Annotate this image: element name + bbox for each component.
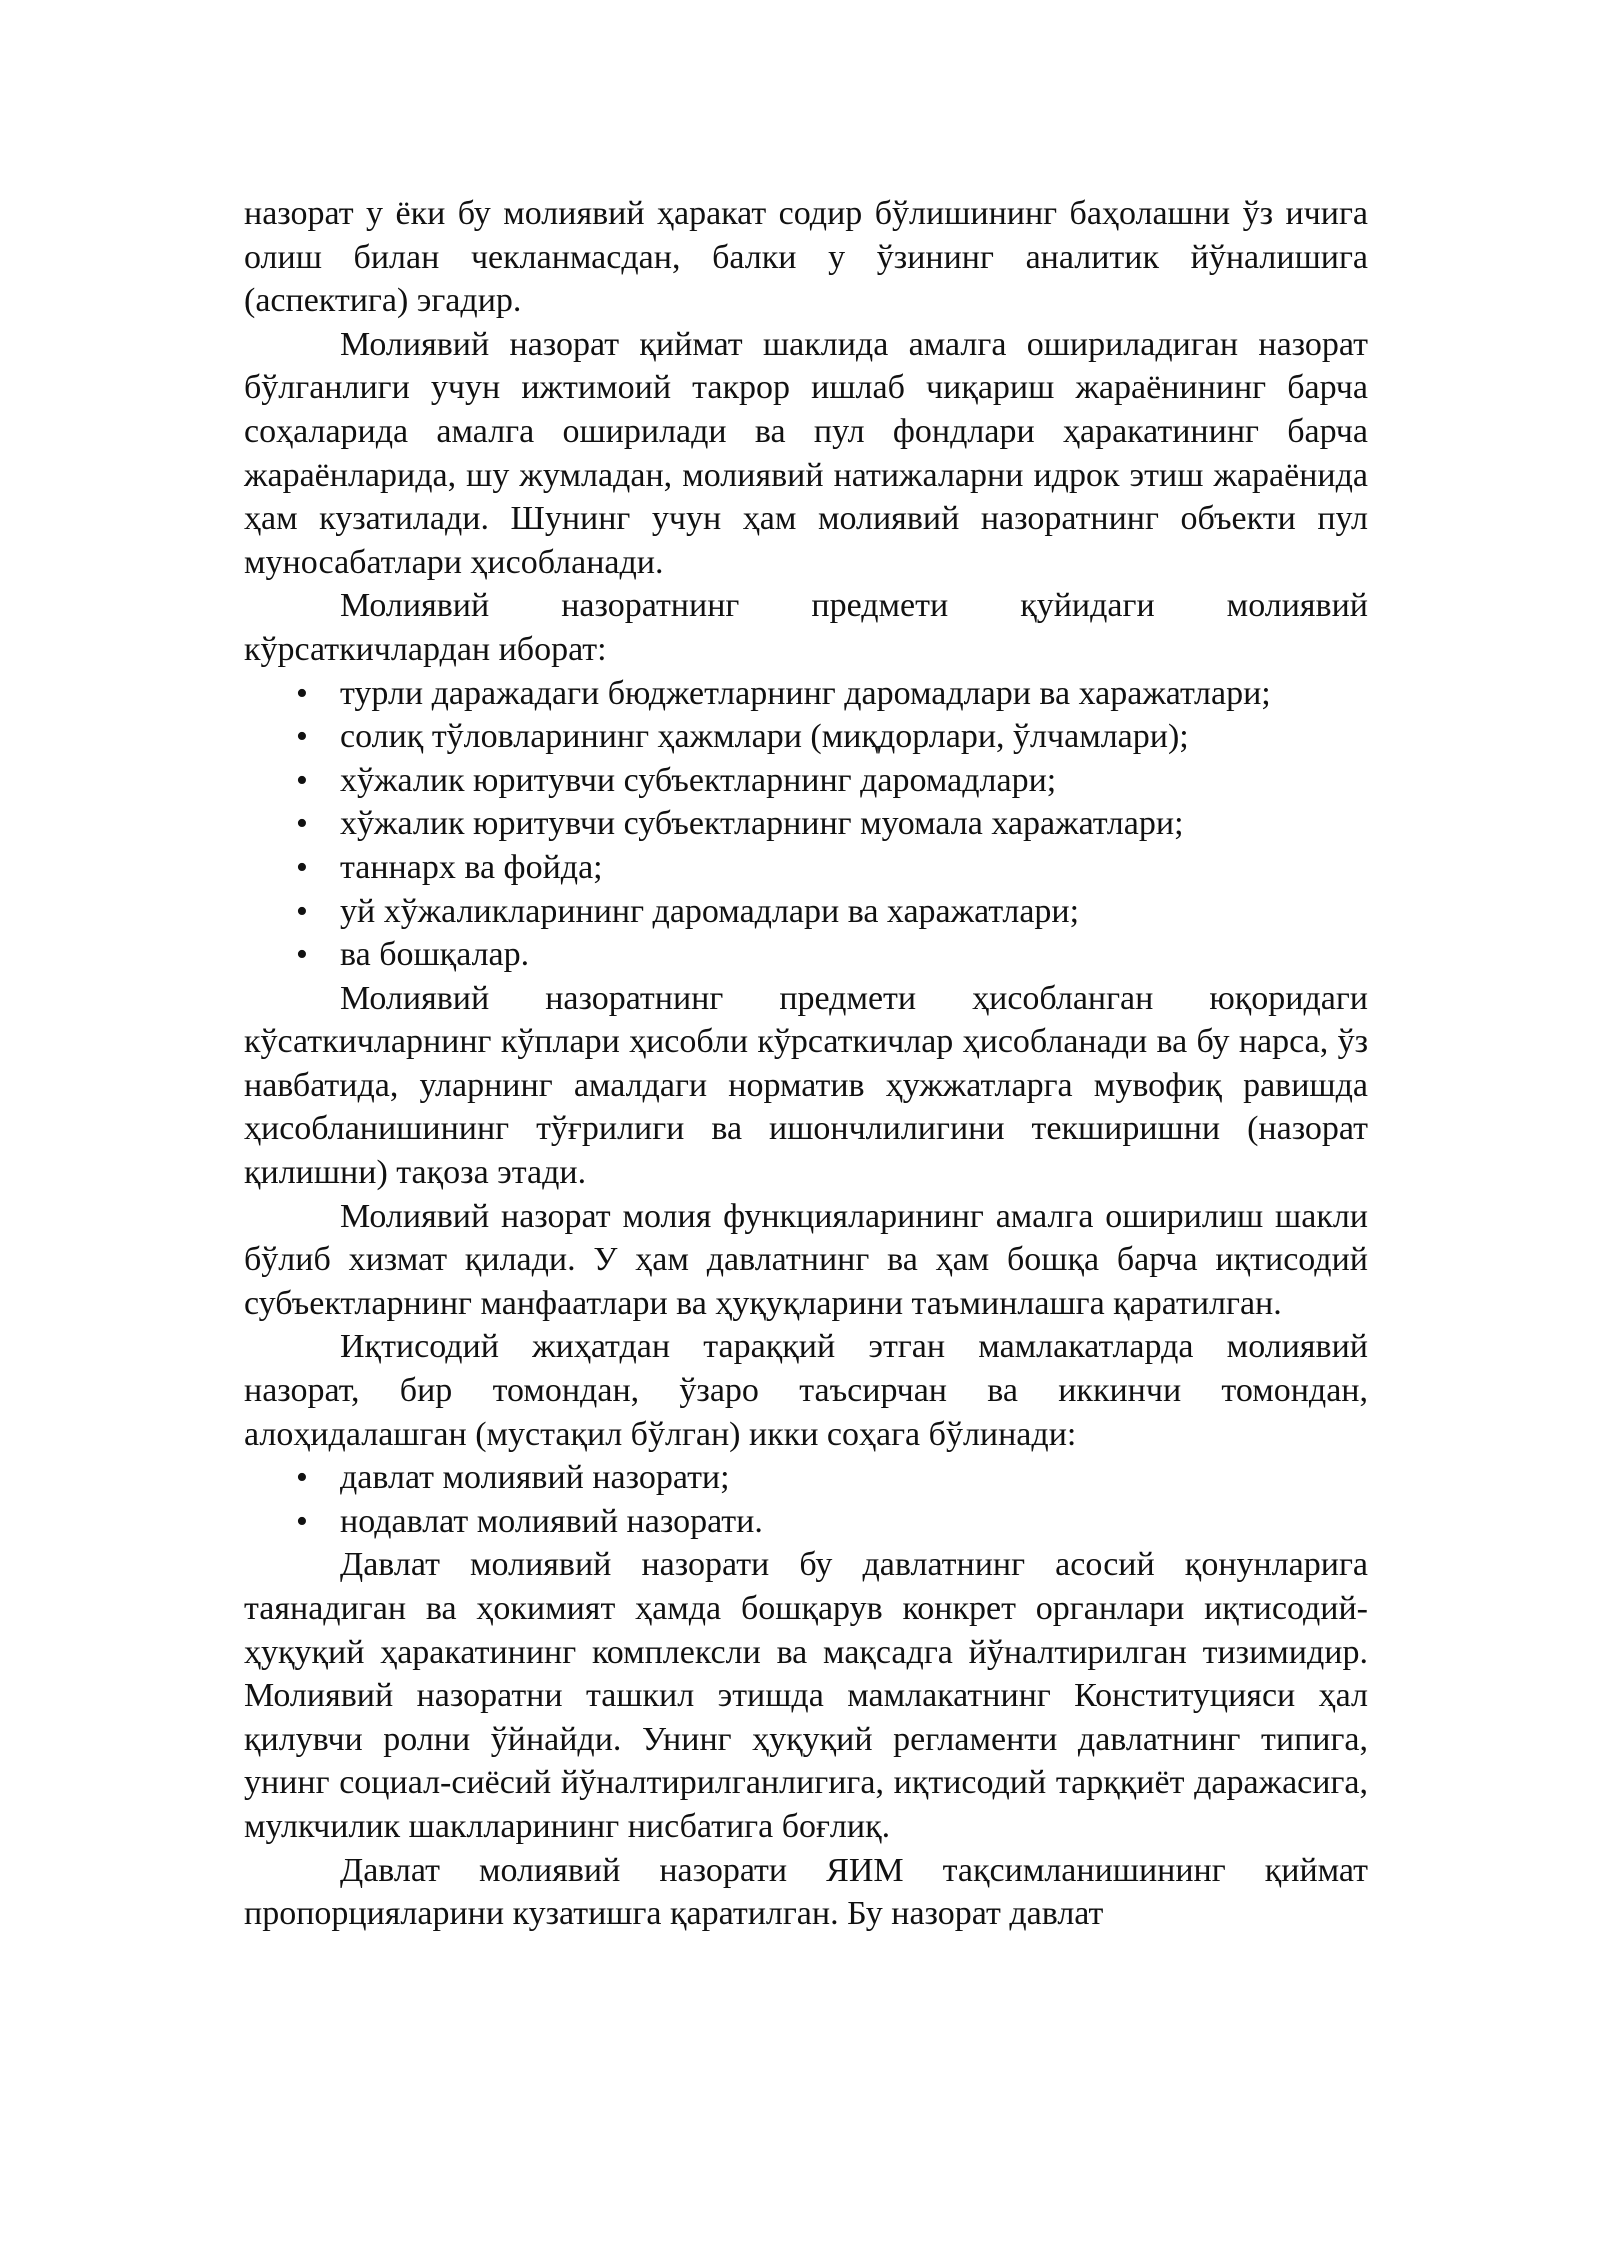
paragraph: Молиявий назорат қиймат шаклида амалга ошириладиган назорат бўлганлиги учун ижтимоий такрор ишлаб чиқариш жараёнининг барча соҳаларида амалга оширилади ва пул фондлари ҳаракатининг барча жараёнларида, шу жумладан, молиявий натижаларни идрок этиш жараёнида ҳам кузатилади. Шунинг учун ҳам молиявий назоратнинг объекти пул муносабатлари ҳисобланади. [244, 325, 1368, 581]
list-item [244, 1456, 1368, 1500]
list-item-text: нодавлат молиявий назорати. [340, 1502, 763, 1540]
paragraph: Иқтисодий жиҳатдан тараққий этган мамлакатларда молиявий назорат, бир томондан, ўзаро таъсирчан ва иккинчи томондан, алоҳидалашган (мустақил бўлган) икки соҳага бўлинади: [244, 1328, 1368, 1453]
bullet-icon: • [296, 1459, 308, 1497]
list-item-text: давлат молиявий назорати; [340, 1459, 730, 1497]
list-item [244, 802, 1368, 846]
bullet-icon: • [296, 805, 308, 843]
list-item [244, 672, 1368, 716]
bullet-icon: • [296, 892, 308, 930]
bullet-icon: • [296, 1502, 308, 1540]
list-item-text: уй хўжаликларининг даромадлари ва харажатлари; [340, 892, 1080, 930]
paragraph: назорат у ёки бу молиявий ҳаракат содир бўлишининг баҳолашни ўз ичига олиш билан чекланмасдан, балки у ўзининг аналитик йўналишига (аспектига) эгадир. [244, 195, 1368, 320]
bullet-icon: • [296, 761, 308, 799]
list-item [244, 759, 1368, 803]
bullet-list-control-types [244, 1456, 1368, 1543]
list-item-text: турли даражадаги бюджетларнинг даромадлари ва харажатлари; [340, 674, 1271, 712]
list-item-text: хўжалик юритувчи субъектларнинг даромадлари; [340, 761, 1057, 799]
list-item [244, 890, 1368, 934]
list-item [244, 846, 1368, 890]
list-item-text: таннарх ва фойда; [340, 848, 603, 886]
list-item-text: хўжалик юритувчи субъектларнинг муомала харажатлари; [340, 805, 1184, 843]
bullet-icon: • [296, 674, 308, 712]
paragraph: Молиявий назорат молия функцияларининг амалга оширилиш шакли бўлиб хизмат қилади. У ҳам давлатнинг ва ҳам бошқа барча иқтисодий субъектларнинг манфаатлари ва ҳуқуқларини таъминлашга қаратилган. [244, 1197, 1368, 1322]
bullet-icon: • [296, 848, 308, 886]
document-page [244, 192, 1368, 1936]
bullet-icon: • [296, 718, 308, 756]
list-item [244, 715, 1368, 759]
paragraph: Молиявий назоратнинг предмети қуйидаги молиявий кўрсаткичлардан иборат: [244, 587, 1368, 668]
paragraph: Молиявий назоратнинг предмети ҳисобланган юқоридаги кўсаткичларнинг кўплари ҳисобли кўрсаткичлар ҳисобланади ва бу нарса, ўз навбатида, уларнинг амалдаги норматив ҳужжатларга мувофиқ равишда ҳисобланишининг тўғрилиги ва ишончлилигини текширишни (назорат қилишни) тақоза этади. [244, 979, 1368, 1192]
list-item [244, 1500, 1368, 1544]
list-item-text: солиқ тўловларининг ҳажмлари (миқдорлари, ўлчамлари); [340, 718, 1189, 756]
paragraph: Давлат молиявий назорати бу давлатнинг асосий қонунларига таянадиган ва ҳокимият ҳамда бошқарув конкрет органлари иқтисодий-ҳуқуқий ҳаракатининг комплексли ва мақсадга йўналтирилган тизимидир. Молиявий назоратни ташкил этишда мамлакатнинг Конституцияси ҳал қилувчи ролни ўйнайди. Унинг ҳуқуқий регламенти давлатнинг типига, унинг социал-сиёсий йўналтирилганлигига, иқтисодий тарққиёт даражасига, мулкчилик шаклларининг нисбатига боғлиқ. [244, 1546, 1368, 1845]
bullet-list-indicators [244, 672, 1368, 977]
paragraph: Давлат молиявий назорати ЯИМ тақсимланишининг қиймат пропорцияларини кузатишга қаратилган. Бу назорат давлат [244, 1851, 1368, 1933]
bullet-icon: • [296, 936, 308, 974]
list-item-text: ва бошқалар. [340, 936, 530, 974]
list-item [244, 933, 1368, 977]
